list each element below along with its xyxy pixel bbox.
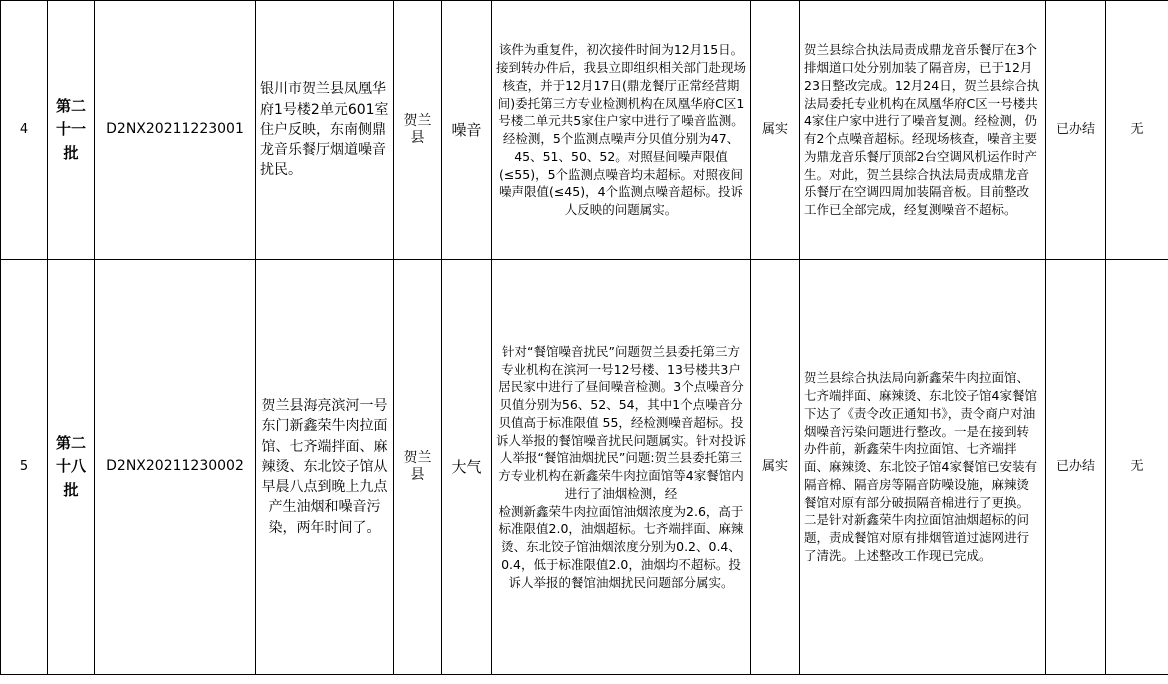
- verdict-cell: 属实: [751, 260, 800, 675]
- county-cell: 贺兰 县: [394, 1, 442, 260]
- complaint-content-cell: 银川市贺兰县凤凰华府1号楼2单元601室住户反映，东南侧鼎龙音乐餐厅烟道噪音扰民。: [256, 1, 394, 260]
- accountability-cell: 无: [1106, 1, 1168, 260]
- investigation-cell: 针对“餐馆噪音扰民”问题贺兰县委托第三方专业机构在滨河一号12号楼、13号楼共3户居民家中进行了昼间噪音检测。3个点噪音分贝值分别为56、52、54，其中1个点噪音分贝值高于标准限值 55，经检测噪音超标。投诉人举报的餐馆噪音扰民问题属实。针对投诉人举报“餐馆油烟扰民”问题:贺兰县委托第三方专业机构在新鑫荣牛肉拉面馆等4家餐馆内进行了油烟检测，经 检测新鑫荣牛肉拉面馆油烟浓度为2.6，高于标准限值2.0，油烟超标。七齐端拌面、麻辣烫、东北饺子馆油烟浓度分别为0.2、0.4、0.4，低于标准限值2.0，油烟均不超标。投诉人举报的餐馆油烟扰民问题部分属实。: [492, 260, 751, 675]
- table-row: [1, 1, 1168, 260]
- verdict-cell: 属实: [751, 1, 800, 260]
- row-number: 5: [1, 260, 48, 675]
- batch-cell: 第二 十一 批: [48, 1, 95, 260]
- accountability-cell: 无: [1106, 260, 1168, 675]
- pollution-type-cell: 大气: [442, 260, 492, 675]
- batch-cell: 第二 十八 批: [48, 260, 95, 675]
- rectification-cell: 贺兰县综合执法局责成鼎龙音乐餐厅在3个排烟道口处分别加装了隔音房，已于12月23日整改完成。12月24日，贺兰县综合执法局委托专业机构在凤凰华府C区一号楼共4家住户家中进行了噪音复测。经检测，仍有2个点噪音超标。经现场核查，噪音主要为鼎龙音乐餐厅顶部2台空调风机运作时产生。对此，贺兰县综合执法局责成鼎龙音乐餐厅在空调四周加装隔音板。目前整改工作已全部完成，经复测噪音不超标。: [800, 1, 1046, 260]
- table-row: [1, 260, 1168, 675]
- row-number: 4: [1, 1, 48, 260]
- investigation-cell: 该件为重复件，初次接件时间为12月15日。接到转办件后，我县立即组织相关部门赴现场核查，并于12月17日(鼎龙餐厅正常经营期间)委托第三方专业检测机构在凤凰华府C区1号楼二单元共5家住户家中进行了噪音监测。经检测，5个监测点噪声分贝值分别为47、45、51、50、52。对照昼间噪声限值(≤55)，5个监测点噪音均未超标。对照夜间噪声限值(≤45)，4个监测点噪音超标。投诉人反映的问题属实。: [492, 1, 751, 260]
- status-cell: 已办结: [1046, 260, 1106, 675]
- complaint-content-cell: 贺兰县海亮滨河一号东门新鑫荣牛肉拉面馆、七齐端拌面、麻辣烫、东北饺子馆从早晨八点到晚上九点产生油烟和噪音污染，两年时间了。: [256, 260, 394, 675]
- case-code-cell: D2NX20211230002: [95, 260, 256, 675]
- rectification-cell: 贺兰县综合执法局向新鑫荣牛肉拉面馆、七齐端拌面、麻辣烫、东北饺子馆4家餐馆下达了《责令改正通知书》，责令商户对油烟噪音污染问题进行整改。一是在接到转办件前，新鑫荣牛肉拉面馆、七齐端拌面、麻辣烫、东北饺子馆4家餐馆已安装有隔音棉、隔音房等隔音防噪设施，麻辣烫餐馆对原有部分破损隔音棉进行了更换。二是针对新鑫荣牛肉拉面馆油烟超标的问题，责成餐馆对原有排烟管道过滤网进行了清洗。上述整改工作现已完成。: [800, 260, 1046, 675]
- case-code-cell: D2NX20211223001: [95, 1, 256, 260]
- status-cell: 已办结: [1046, 1, 1106, 260]
- county-cell: 贺兰 县: [394, 260, 442, 675]
- pollution-type-cell: 噪音: [442, 1, 492, 260]
